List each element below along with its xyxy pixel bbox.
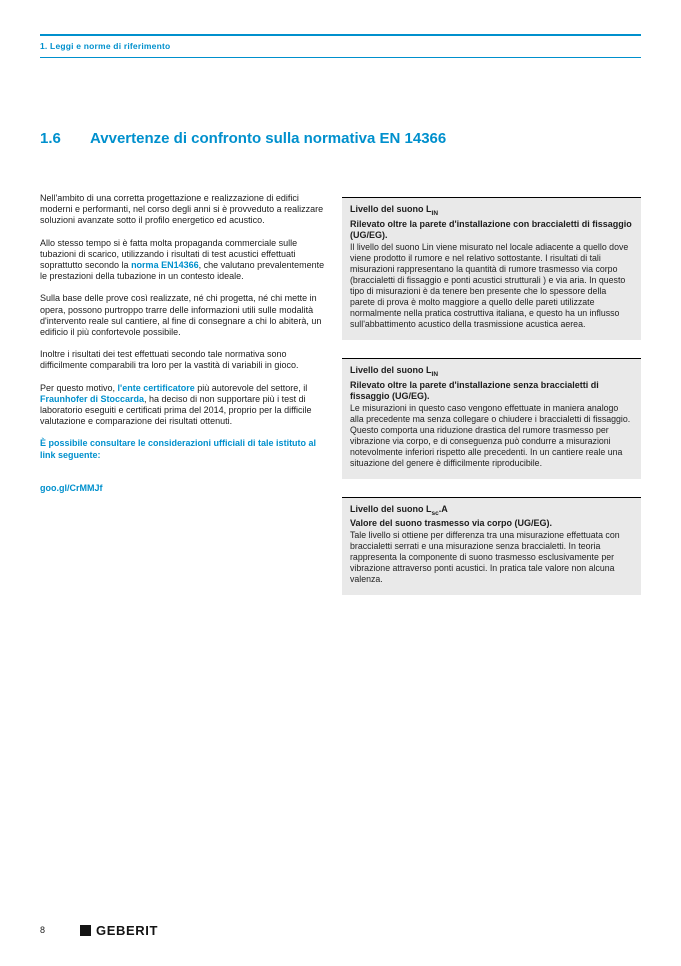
paragraph — [40, 349, 329, 371]
page-number: 8 — [40, 925, 46, 935]
section-title: Avvertenze di confronto sulla normativa EN 14366 — [90, 130, 447, 147]
page-header — [40, 34, 641, 58]
title-text: Livello del suono L — [350, 204, 432, 214]
info-box-sound-level-without-brackets — [342, 358, 641, 479]
body-text: , che valutano prevalentemente le prestazioni della tubazione in un contesto ideale. — [40, 260, 325, 282]
paragraph — [40, 193, 329, 227]
section-number: 1.6 — [40, 130, 61, 147]
info-box-body: Tale livello si ottiene per differenza tra una misurazione effettuata con braccialetti serrati e una misurazione senza braccialetti. In teoria rappresenta la componente di suono trasmesso esclusivamente per vibrazione attraverso ponti acustici. In pratica tale valore non alcuna valenza. — [350, 530, 620, 585]
body-text: Per questo motivo, — [40, 382, 118, 393]
paragraph — [40, 383, 329, 428]
title-subscript: IN — [431, 370, 439, 378]
paragraph-link-intro — [40, 438, 329, 460]
section-heading — [40, 130, 641, 147]
info-box-sound-level-with-brackets — [342, 197, 641, 340]
page-footer — [40, 920, 641, 940]
paragraph — [40, 238, 329, 283]
body-text: , ha deciso di non supportare più i test di laboratorio eseguiti e certificati prima del 2014, proprio per la difficile valutazione e comparazione dei risultati ottenuti. — [40, 393, 312, 427]
accent-text: l'ente certificatore — [117, 382, 195, 393]
logo-text: GEBERIT — [96, 922, 158, 938]
body-text: Allo stesso tempo si è fatta molta propaganda commerciale sulle tubazioni di scarico, utilizzando i risultati di test acustici effettuati soprattutto secondo la — [40, 237, 298, 271]
body-text: Nell'ambito di una corretta progettazione e realizzazione di edifici moderni e performanti, nel corso degli anni si è provveduto a realizzare soluzioni avanzate sotto il profilo energetico ed acustico. — [40, 193, 324, 226]
accent-text: norma EN14366 — [131, 260, 199, 271]
body-text: più autorevole del settore, il — [194, 382, 308, 393]
body-text: Inoltre i risultati dei test effettuati secondo tale normativa sono difficilmente comparabili tra loro per la vastità di variabili in gioco. — [40, 349, 299, 371]
geberit-logo — [80, 923, 158, 938]
title-subscript: IN — [431, 209, 439, 217]
info-box-body: Il livello del suono Lin viene misurato nel locale adiacente a quello dove viene prodotto il rumore e nel relativo sottostante. I risultati di tali misurazioni rappresentano la quantità di rumore trasmesso via corpo (braccialetti di fissaggio e ponti acustici strutturali ) e via aria. In questo tipo di misurazioni è da tenere ben presente che lo spessore della parete di prova è molto maggiore a quello delle pareti utilizzate normalmente nella pratica costruttiva italiana, e questo ha un influsso sull'abbattimento acustico della trasmissione acustica aerea. — [350, 241, 629, 329]
info-box-structure-borne-sound — [342, 497, 641, 596]
paragraph — [40, 293, 329, 338]
body-text: Sulla base delle prove così realizzate, né chi progetta, né chi mette in opera, possono purtroppo trarre delle informazioni utili sulle modalità d'intervento reale sul cantiere, al fine di consegnare a chi lo abiterà, un edificio il più confortevole possibile. — [40, 293, 322, 338]
short-url-link[interactable]: goo.gl/CrMMJf — [40, 482, 103, 493]
running-header-title: 1. Leggi e norme di riferimento — [40, 41, 171, 51]
title-subscript: sc — [431, 509, 439, 517]
right-column — [342, 197, 641, 613]
logo-square-icon — [80, 925, 91, 936]
title-text: Livello del suono L — [350, 364, 432, 375]
accent-text: Fraunhofer di Stoccarda — [40, 393, 145, 404]
info-box-title — [350, 504, 633, 519]
info-box-subtitle: Valore del suono trasmesso via corpo (UG/EG). — [350, 518, 553, 529]
title-suffix: .A — [438, 503, 448, 514]
accent-text: È possibile consultare le considerazioni ufficiali di tale istituto al link seguente: — [40, 438, 317, 460]
info-box-body: Le misurazioni in questo caso vengono effettuate in maniera analogo alla precedente ma senza collegare o chiudere i braccialetti di fissaggio. Questo comporta una riduzione drastica del rumore trasmesso per vibrazione via corpo, e di conseguenza può condurre a misurazioni notevolmente inferiori rispetto alle precedenti. In un cantiere reale una situazione del genere è difficilmente riproducibile. — [350, 402, 631, 468]
info-box-subtitle: Rilevato oltre la parete d'installazione con braccialetti di fissaggio (UG/EG). — [350, 218, 632, 240]
info-box-title — [350, 204, 633, 219]
left-column — [40, 193, 329, 496]
title-text: Livello del suono L — [350, 503, 432, 514]
info-box-title — [350, 365, 633, 380]
info-box-subtitle: Rilevato oltre la parete d'installazione senza braccialetti di fissaggio (UG/EG). — [350, 379, 599, 401]
